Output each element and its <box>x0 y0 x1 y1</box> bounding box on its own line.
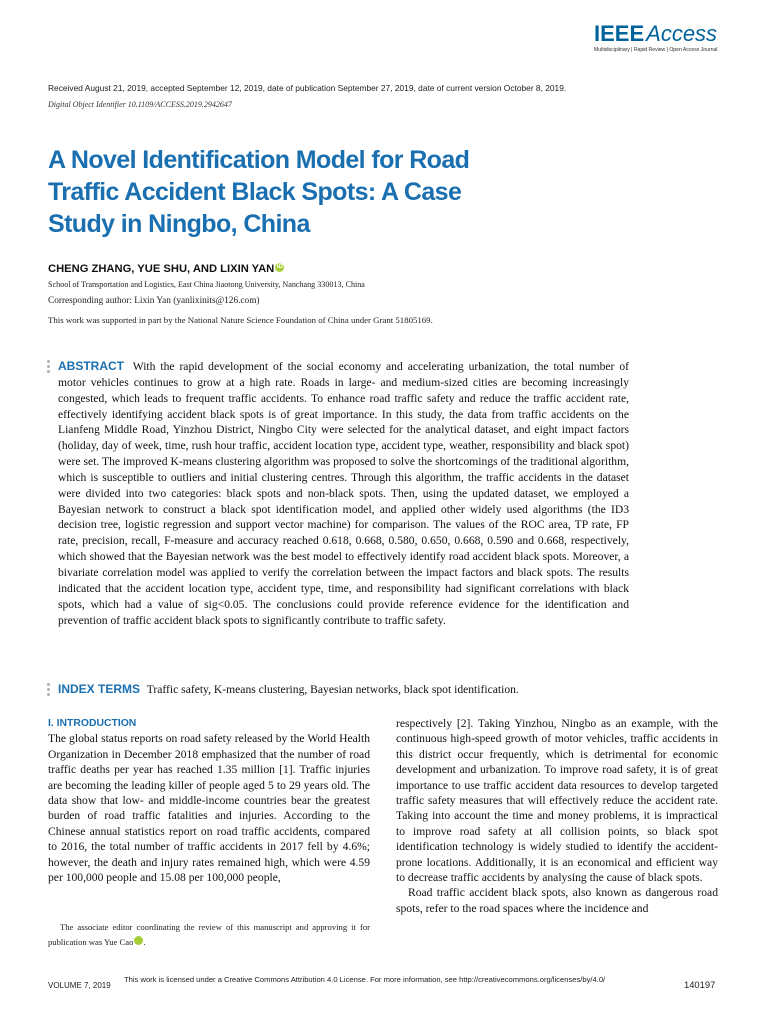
authors-text: CHENG ZHANG, YUE SHU, AND LIXIN YAN <box>48 263 275 275</box>
article-title: A Novel Identification Model for Road Traffic Accident Black Spots: A Case Study in Ningbo, China <box>48 146 470 238</box>
volume-label: VOLUME 7, 2019 <box>48 981 111 990</box>
abstract-label: ABSTRACT <box>58 359 124 373</box>
right-column <box>396 716 718 916</box>
left-column <box>48 716 370 885</box>
received-dates: Received August 21, 2019, accepted September 12, 2019, date of publication September 27, 2019, date of current version October 8, 2019. <box>48 83 567 93</box>
affiliation: School of Transportation and Logistics, East China Jiaotong University, Nanchang 330013, China <box>48 280 365 289</box>
footnote-text: The associate editor coordinating the review of this manuscript and approving it for publication was Yue Cao iD. <box>48 922 370 947</box>
footnote-body: The associate editor coordinating the review of this manuscript and approving it for publication was Yue Cao <box>48 922 370 947</box>
intro-paragraph-2: Road traffic accident black spots, also known as dangerous road spots, refer to the road spaces where the incidence and <box>396 886 718 915</box>
index-terms <box>58 682 638 696</box>
editor-footnote <box>48 920 370 950</box>
page-number: 140197 <box>684 979 716 990</box>
orcid-icon[interactable]: iD <box>134 936 143 945</box>
logo-ieee: IEEE <box>594 21 645 46</box>
abstract-text: With the rapid development of the social economy and accelerating urbanization, the total number of motor vehicles continues to grow at a high rate. Roads in large- and medium-sized cities are becoming increasingly congested, which leads to frequent traffic accidents. To enhance road traffic safety and reduce the traffic accident rate, effectively identifying accident black spots is of great importance. In this study, the data from traffic accidents on the Lianfeng Middle Road, Yinzhou District, Ningbo City were selected for the analytical dataset, and eight impact factors (holiday, day of week, time, rush hour traffic, accident location type, accident type, weather, responsibility and black spot) were set. The improved K-means clustering algorithm was proposed to solve the shortcomings of the traditional algorithm, which is susceptible to outliers and initial clustering centres. Through this algorithm, the traffic accidents in the dataset were divided into two categories: black spots and non-black spots. Then, using the updated dataset, we employed a Bayesian network to construct a black spot identification model, and applied other widely used algorithms (the ID3 decision tree, logistic regression and support vector machine) for comparison. The values of the ROC area, TP rate, FP rate, precision, recall, F-measure and accuracy reached 0.618, 0.668, 0.580, 0.650, 0.668, 0.590 and 0.668, respectively, which showed that the Bayesian network was the best model to effectively identify road accident black spots. Moreover, a bivariate correlation model was applied to verify the correlation between the impact factors and black spots. The results indicated that the accident location type, accident type, time, and responsibility had significant correlations with black spots, which had a value of sig<0.05. The conclusions could provide reference evidence for the identification and prevention of traffic accident black spots to significantly contribute to traffic safety. <box>58 360 629 627</box>
funding-note: This work was supported in part by the National Nature Science Foundation of China under Grant 51805169. <box>48 315 433 325</box>
ieee-access-logo <box>594 22 718 53</box>
index-terms-dots-icon <box>47 683 51 698</box>
section-heading-introduction: I. INTRODUCTION <box>48 718 137 729</box>
index-terms-text: Traffic safety, K-means clustering, Bayesian networks, black spot identification. <box>146 683 519 696</box>
doi-line: Digital Object Identifier 10.1109/ACCESS.2019.2942647 <box>48 100 232 109</box>
license-note: This work is licensed under a Creative Commons Attribution 4.0 License. For more information, see http://creativecommons.org/licenses/by/4.0/ <box>124 975 606 984</box>
author-list <box>48 263 284 275</box>
intro-paragraph-1: The global status reports on road safety released by the World Health Organization in December 2018 emphasized that the number of road traffic deaths per year has reached 1.35 million [1]. Traffic injuries are becoming the leading killer of people aged 5 to 29 years old. The data show that low- and middle-income countries bear the greatest burden of road traffic fatalities and injuries. According to the Chinese annual statistics report on road traffic accidents, compared to 2016, the total number of traffic accidents in 2017 fell by 4.6%; however, the death and injury rates remained high, which were 4.59 per 100,000 people and 15.08 per 100,000 people, <box>48 732 370 885</box>
corresponding-author: Corresponding author: Lixin Yan (yanlixinits@126.com) <box>48 296 260 306</box>
logo-tagline: Multidisciplinary | Rapid Review | Open Access Journal <box>594 47 718 53</box>
orcid-icon[interactable]: iD <box>276 264 283 270</box>
intro-paragraph-1-continued: respectively [2]. Taking Yinzhou, Ningbo as an example, with the continuous high-speed growth of motor vehicles, traffic accidents in this district occur frequently, which is detrimental for economic development and urbanization. To improve road safety, it is of great importance to use traffic accident data resources to develop targeted traffic safety measures that will effectively reduce the accident rate. Taking into account the time and money problems, it is impractical to improve road safety at all collision points, so black spot identification technology is widely studied to identify the accident-prone locations. Additionally, it is an economical and efficient way to decrease traffic accidents by analysing the cause of black spots. <box>396 717 718 885</box>
logo-access: Access <box>646 21 718 46</box>
abstract <box>58 359 629 628</box>
index-terms-label: INDEX TERMS <box>58 682 141 696</box>
abstract-dots-icon <box>47 360 51 375</box>
